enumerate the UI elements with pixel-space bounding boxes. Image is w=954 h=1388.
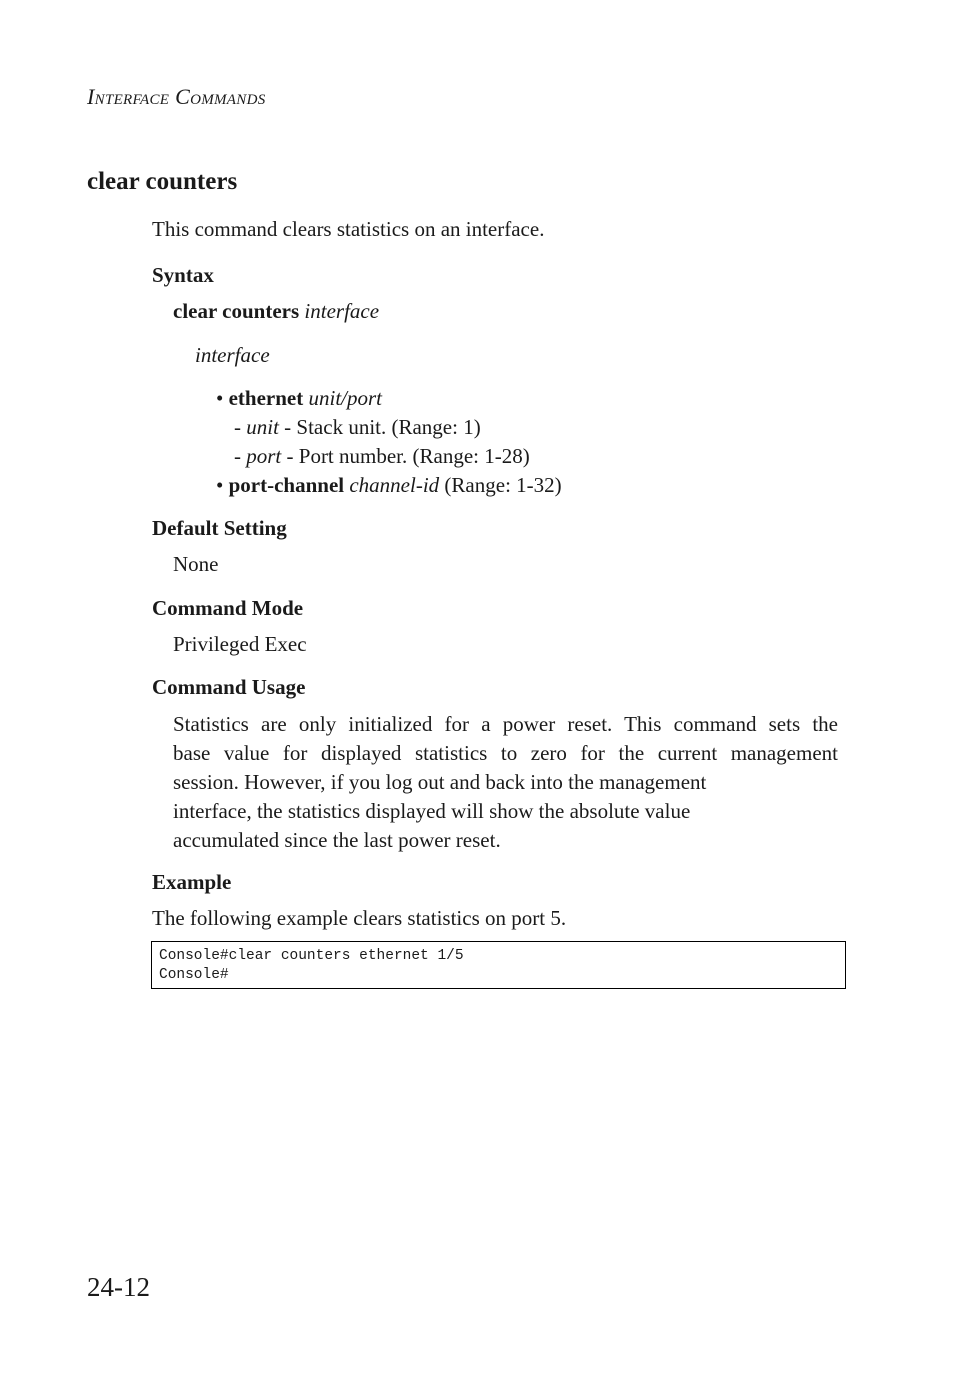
command-usage-heading: Command Usage bbox=[152, 675, 306, 699]
subitem-name: port bbox=[246, 444, 282, 468]
subitem-dash: - bbox=[234, 415, 241, 439]
command-description: This command clears statistics on an interface. bbox=[152, 217, 545, 241]
bullet-marker: • bbox=[216, 473, 224, 497]
param-name: interface bbox=[195, 343, 270, 367]
subitem-desc: - Stack unit. (Range: 1) bbox=[278, 415, 481, 439]
bullet-arg: channel-id bbox=[349, 473, 440, 497]
header-rest-2: OMMANDS bbox=[190, 92, 266, 108]
syntax-argument: interface bbox=[304, 299, 380, 323]
subitem-dash: - bbox=[234, 444, 241, 468]
syntax-line bbox=[173, 299, 379, 324]
running-header bbox=[87, 84, 266, 110]
usage-line: accumulated since the last power reset. bbox=[173, 828, 501, 852]
bullet-keyword: port-channel bbox=[228, 473, 345, 497]
bullet-ethernet bbox=[216, 386, 382, 411]
bullet-arg: unit/port bbox=[308, 386, 383, 410]
code-line: Console#clear counters ethernet 1/5 bbox=[159, 948, 464, 964]
command-mode-heading: Command Mode bbox=[152, 596, 304, 620]
page-number: 24-12 bbox=[87, 1272, 150, 1302]
bullet-port-channel bbox=[216, 473, 562, 498]
example-heading: Example bbox=[152, 870, 232, 894]
command-title: clear counters bbox=[87, 168, 238, 195]
header-rest-1: NTERFACE bbox=[94, 92, 170, 108]
usage-line: Statistics are only initialized for a power reset. This command sets the bbox=[173, 712, 838, 736]
usage-line: base value for displayed statistics to zero for the current management bbox=[173, 741, 838, 765]
subitem-desc: - Port number. (Range: 1-28) bbox=[281, 444, 530, 468]
default-setting-value: None bbox=[173, 552, 219, 576]
usage-line: interface, the statistics displayed will show the absolute value bbox=[173, 799, 691, 823]
command-usage-paragraph bbox=[173, 710, 838, 855]
subitem-name: unit bbox=[246, 415, 279, 439]
subitem-port bbox=[234, 444, 530, 469]
syntax-heading: Syntax bbox=[152, 263, 214, 287]
bullet-marker: • bbox=[216, 386, 224, 410]
code-example-box bbox=[151, 941, 846, 989]
header-initial-1: I bbox=[87, 84, 95, 109]
command-mode-value: Privileged Exec bbox=[173, 632, 307, 656]
bullet-keyword: ethernet bbox=[228, 386, 304, 410]
code-line: Console# bbox=[159, 967, 229, 983]
syntax-command: clear counters bbox=[173, 299, 300, 323]
usage-line: session. However, if you log out and back into the management bbox=[173, 770, 707, 794]
bullet-suffix: (Range: 1-32) bbox=[439, 473, 562, 497]
default-setting-heading: Default Setting bbox=[152, 516, 287, 540]
subitem-unit bbox=[234, 415, 481, 440]
example-description: The following example clears statistics on port 5. bbox=[152, 906, 567, 930]
header-initial-2: C bbox=[175, 84, 191, 109]
